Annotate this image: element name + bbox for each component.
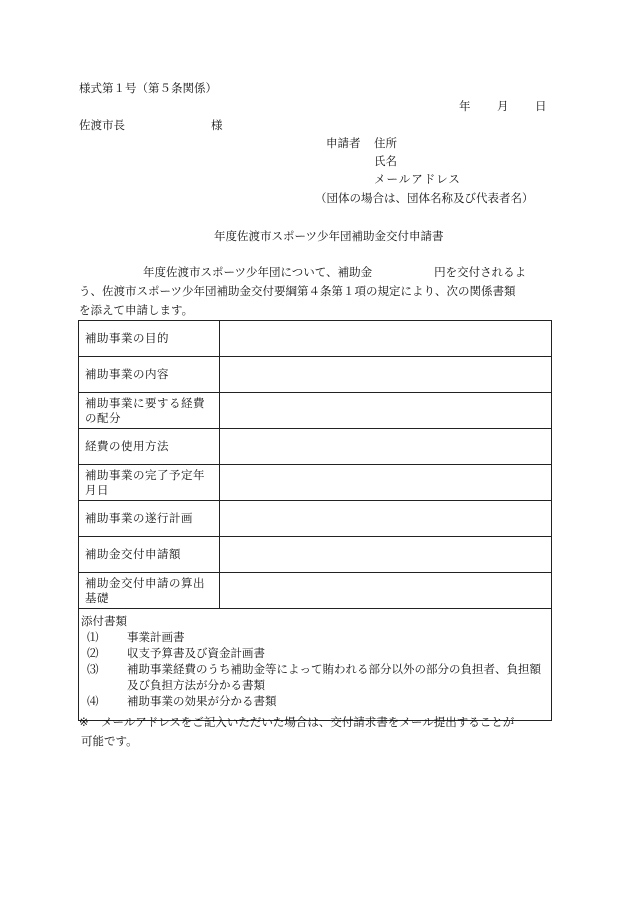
row-label-content: 補助事業の内容: [79, 357, 220, 393]
addressee-honorific: 様: [211, 118, 223, 132]
date-month-label: 月: [497, 99, 509, 113]
applicant-email-label: メールアドレス: [374, 172, 461, 186]
note-mark: ※: [79, 715, 89, 729]
table-row: [79, 501, 552, 537]
footnote: [79, 713, 551, 751]
date-year-label: 年: [459, 99, 471, 113]
row-value-content[interactable]: [220, 357, 552, 393]
paragraph-line-3: を添えて申請します。: [79, 303, 194, 317]
paragraph-line-1-a: 年度佐渡市スポーツ少年団について、補助金: [143, 265, 373, 279]
table-row: [79, 357, 552, 393]
row-label-purpose: 補助事業の目的: [79, 321, 220, 357]
table-row: [79, 537, 552, 573]
attachment-text: 収支予算書及び資金計画書: [127, 646, 265, 660]
row-value-execution-plan[interactable]: [220, 501, 552, 537]
attachments-row: [79, 609, 552, 721]
document-title: 年度佐渡市スポーツ少年団補助金交付申請書: [214, 229, 444, 243]
list-item: [81, 693, 549, 709]
applicant-label: 申請者: [326, 136, 361, 150]
row-value-expense-usage[interactable]: [220, 429, 552, 465]
paragraph-line-1: [79, 263, 549, 282]
row-value-completion-date[interactable]: [220, 465, 552, 501]
attachment-number: ⑵: [87, 646, 99, 660]
row-label-expense-allocation: 補助事業に要する経費の配分: [79, 393, 220, 429]
paragraph-line-2: う、佐渡市スポーツ少年団補助金交付要綱第４条第１項の規定により、次の関係書類: [79, 284, 516, 298]
applicant-address-label: 住所: [374, 136, 397, 150]
attachment-text: 事業計画書: [127, 630, 185, 644]
addressee-name: 佐渡市長: [79, 118, 125, 132]
row-label-requested-amount: 補助金交付申請額: [79, 537, 220, 573]
note-line-2: 可能です。: [81, 734, 138, 748]
table-row: [79, 465, 552, 501]
list-item: [81, 661, 549, 693]
application-paragraph: [79, 263, 549, 320]
table-row: [79, 393, 552, 429]
list-item: [81, 629, 549, 645]
attachments-heading: 添付書類: [81, 614, 127, 628]
note-line-1: メールアドレスをご記入いただいた場合は、交付請求書をメール提出することが: [101, 715, 515, 729]
row-label-execution-plan: 補助事業の遂行計画: [79, 501, 220, 537]
list-item: [81, 645, 549, 661]
date-day-label: 日: [535, 99, 547, 113]
row-value-calculation-basis[interactable]: [220, 573, 552, 609]
paragraph-line-1-b: 円を交付されるよ: [434, 265, 527, 279]
attachment-text: 補助事業の効果が分かる書類: [127, 694, 277, 708]
attachment-number: ⑷: [87, 694, 99, 708]
row-value-requested-amount[interactable]: [220, 537, 552, 573]
row-label-expense-usage: 経費の使用方法: [79, 429, 220, 465]
row-value-purpose[interactable]: [220, 321, 552, 357]
form-number: 様式第１号（第５条関係）: [79, 81, 217, 95]
attachments-cell: [79, 609, 552, 721]
row-label-completion-date: 補助事業の完了予定年月日: [79, 465, 220, 501]
table-row: [79, 429, 552, 465]
table-row: [79, 321, 552, 357]
application-table: [78, 320, 552, 721]
table-row: [79, 573, 552, 609]
row-value-expense-allocation[interactable]: [220, 393, 552, 429]
attachment-number: ⑴: [87, 630, 99, 644]
row-label-calculation-basis: 補助金交付申請の算出基礎: [79, 573, 220, 609]
attachment-text: 補助事業経費のうち補助金等によって賄われる部分以外の部分の負担者、負担額及び負担方法が分かる書類: [127, 662, 541, 692]
applicant-name-label: 氏名: [374, 154, 397, 168]
attachment-number: ⑶: [87, 662, 99, 676]
applicant-group-note: （団体の場合は、団体名称及び代表者名）: [315, 191, 534, 205]
